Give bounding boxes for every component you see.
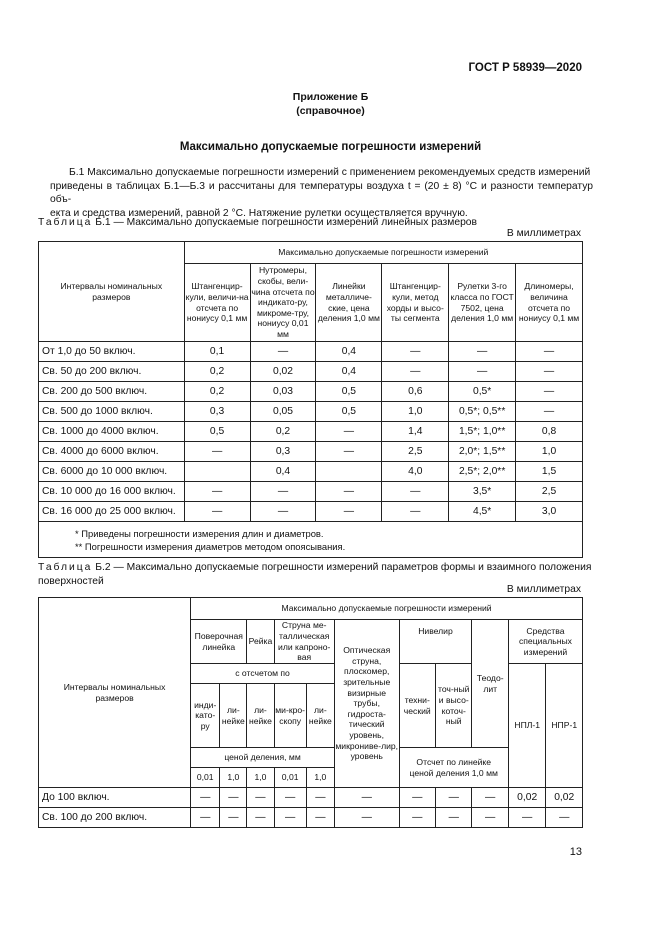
table1-value-cell: 1,0 xyxy=(382,402,449,422)
table2-struna-header: Струна ме-таллическая или капроно-вая xyxy=(274,620,334,664)
table1-value-cell: 0,4 xyxy=(250,462,316,482)
table1-col-header: Линейки металличе-ские, цена деления 1,0 мм xyxy=(316,264,382,342)
table1-row xyxy=(39,462,583,482)
table1-value-cell: 0,4 xyxy=(316,362,382,382)
table2-otschet-lin-header: Отсчет по линейке ценой деления 1,0 мм xyxy=(399,748,508,788)
table2-group-header: Максимально допускаемые погрешности измерений xyxy=(191,598,583,620)
table2-caption-label: Таблица xyxy=(38,562,93,573)
table1-value-cell: 0,2 xyxy=(250,422,316,442)
table1-value-cell: 0,6 xyxy=(382,382,449,402)
table1-value-cell: 0,5*; 0,5** xyxy=(449,402,516,422)
table2-value-cell: — xyxy=(306,788,334,808)
table1-interval-cell: Св. 4000 до 6000 включ. xyxy=(39,442,185,462)
table1-value-cell: — xyxy=(250,342,316,362)
table1-caption-label: Таблица xyxy=(38,217,93,228)
table1-col-header: Длиномеры, величина отсчета по нониусу 0,1 мм xyxy=(516,264,583,342)
table1-value-cell: — xyxy=(382,342,449,362)
table2-nivelir-header: Нивелир xyxy=(399,620,472,664)
table2-value-cell: — xyxy=(274,808,306,828)
table1-value-cell: 0,8 xyxy=(516,422,583,442)
table1-value-cell: 1,5 xyxy=(516,462,583,482)
table2-value-cell: — xyxy=(334,808,399,828)
table2-npl-header: НПЛ-1 xyxy=(508,664,546,788)
table2-value-cell: — xyxy=(274,788,306,808)
table2-division-cell: 1,0 xyxy=(247,768,274,788)
table2-optich-header: Оптическая струна, плоскомер, зрительные визирные трубы, гидроста-тический уровень, микрониве-лир, уровень xyxy=(334,620,399,788)
table2-division-cell: 0,01 xyxy=(274,768,306,788)
table1-value-cell: 0,4 xyxy=(316,342,382,362)
table2 xyxy=(38,597,583,828)
table1-interval-cell: Св. 10 000 до 16 000 включ. xyxy=(39,482,185,502)
table1-row-header: Интервалы номинальных размеров xyxy=(39,242,185,342)
table1-value-cell xyxy=(316,462,382,482)
table1-notes xyxy=(39,522,583,558)
table1-interval-cell: Св. 200 до 500 включ. xyxy=(39,382,185,402)
table1-note-1: * Приведены погрешности измерения длин и диаметров. xyxy=(75,527,324,539)
table2-value-cell: — xyxy=(334,788,399,808)
appendix-heading xyxy=(0,90,661,118)
table1-value-cell: — xyxy=(382,362,449,382)
table2-value-cell: — xyxy=(306,808,334,828)
paragraph-line-1: Б.1 Максимально допускаемые погрешности измерений с применением рекомендуемых средств измерений xyxy=(69,167,591,178)
table1-value-cell: 3,5* xyxy=(449,482,516,502)
table1-value-cell: 2,5 xyxy=(516,482,583,502)
table1-value-cell: — xyxy=(316,502,382,522)
table1-value-cell: 0,02 xyxy=(250,362,316,382)
table2-value-cell: — xyxy=(220,808,247,828)
table1-value-cell: 0,3 xyxy=(250,442,316,462)
table1-row xyxy=(39,362,583,382)
table2-value-cell: — xyxy=(399,808,435,828)
table2-value-cell: — xyxy=(508,808,546,828)
table1-value-cell: 3,0 xyxy=(516,502,583,522)
table1-col-header: Штангенцир-кули, величи-на отсчета по нониусу 0,1 мм xyxy=(184,264,250,342)
table1-value-cell: 0,5* xyxy=(449,382,516,402)
table2-tehnich-header: техни-ческий xyxy=(399,664,435,748)
table1-row xyxy=(39,342,583,362)
table1-value-cell: 2,5 xyxy=(382,442,449,462)
table2-row xyxy=(39,808,583,828)
table1-value-cell: — xyxy=(382,482,449,502)
table2-value-cell: — xyxy=(247,808,274,828)
table2-tochny-header: точ-ный и высо-коточ-ный xyxy=(436,664,472,748)
table2-value-cell: — xyxy=(191,808,220,828)
table1-value-cell: — xyxy=(184,482,250,502)
table1-value-cell: 0,5 xyxy=(316,402,382,422)
table1-value-cell: 0,2 xyxy=(184,362,250,382)
section-title: Максимально допускаемые погрешности измерений xyxy=(179,141,482,153)
appendix-label: Приложение Б xyxy=(292,91,369,103)
table1-row xyxy=(39,402,583,422)
table1-value-cell: 0,1 xyxy=(184,342,250,362)
table1-value-cell: — xyxy=(184,442,250,462)
table2-value-cell: — xyxy=(247,788,274,808)
table1-interval-cell: Св. 1000 до 4000 включ. xyxy=(39,422,185,442)
table1-value-cell: 0,05 xyxy=(250,402,316,422)
table2-value-cell: — xyxy=(191,788,220,808)
table2-teodolit-header: Теодо-лит xyxy=(472,620,508,748)
table2-sredstva-header: Средства специальных измерений xyxy=(508,620,582,664)
table2-lineyke-header: ли-нейке xyxy=(306,684,334,748)
table1-value-cell: — xyxy=(184,502,250,522)
table2-row xyxy=(39,788,583,808)
table2-row-header: Интервалы номинальных размеров xyxy=(39,598,191,788)
table1-value-cell: — xyxy=(516,382,583,402)
table2-reyka-header: Рейка xyxy=(247,620,274,664)
table1-units: В миллиметрах xyxy=(506,228,581,239)
table1-value-cell: — xyxy=(449,362,516,382)
table1-value-cell: — xyxy=(250,502,316,522)
table2-value-cell: — xyxy=(472,788,508,808)
table2-value-cell: 0,02 xyxy=(546,788,583,808)
table2-poverochnaya-header: Поверочная линейка xyxy=(191,620,247,664)
table1-value-cell: — xyxy=(382,502,449,522)
standard-number: ГОСТ Р 58939—2020 xyxy=(468,62,582,74)
table1-interval-cell: Св. 6000 до 10 000 включ. xyxy=(39,462,185,482)
table2-division-cell: 0,01 xyxy=(191,768,220,788)
table1-value-cell: 0,5 xyxy=(316,382,382,402)
table1 xyxy=(38,241,583,558)
table2-mikroskopu-header: ми-кро-скопу xyxy=(274,684,306,748)
table1-value-cell: 0,3 xyxy=(184,402,250,422)
table1-value-cell: 1,0 xyxy=(516,442,583,462)
table1-value-cell: 0,5 xyxy=(184,422,250,442)
table2-interval-cell: До 100 включ. xyxy=(39,788,191,808)
table2-division-cell: 1,0 xyxy=(220,768,247,788)
table1-interval-cell: Св. 500 до 1000 включ. xyxy=(39,402,185,422)
table1-value-cell: 4,0 xyxy=(382,462,449,482)
intro-paragraph xyxy=(50,166,593,220)
table2-otschet-header: с отсчетом по xyxy=(191,664,335,684)
table1-note-2: ** Погрешности измерения диаметров методом опоясывания. xyxy=(75,540,346,552)
table1-col-header: Штангенцир-кули, метод хорды и высо-ты сегмента xyxy=(382,264,449,342)
table2-indikatoru-header: инди-като-ру xyxy=(191,684,220,748)
table1-interval-cell: Св. 50 до 200 включ. xyxy=(39,362,185,382)
table1-group-header: Максимально допускаемые погрешности измерений xyxy=(184,242,582,264)
table2-value-cell: — xyxy=(472,808,508,828)
table2-division-cell: 1,0 xyxy=(306,768,334,788)
table1-value-cell: — xyxy=(516,362,583,382)
table1-col-header: Рулетки 3-го класса по ГОСТ 7502, цена деления 1,0 мм xyxy=(449,264,516,342)
table1-value-cell: — xyxy=(449,342,516,362)
table2-value-cell: — xyxy=(436,788,472,808)
table1-value-cell: — xyxy=(516,402,583,422)
table2-value-cell: — xyxy=(436,808,472,828)
table1-row xyxy=(39,502,583,522)
table2-interval-cell: Св. 100 до 200 включ. xyxy=(39,808,191,828)
table1-value-cell: — xyxy=(516,342,583,362)
table1-value-cell: — xyxy=(316,482,382,502)
table1-value-cell: 4,5* xyxy=(449,502,516,522)
page-number: 13 xyxy=(569,846,582,858)
table1-col-header: Нутромеры, скобы, вели-чина отсчета по индикато-ру, микроме-тру, нониусу 0,01 мм xyxy=(250,264,316,342)
table1-interval-cell: Св. 16 000 до 25 000 включ. xyxy=(39,502,185,522)
table1-value-cell: 2,0*; 1,5** xyxy=(449,442,516,462)
paragraph-line-3: екта и средства измерений, равной 2 °С. Натяжение рулетки осуществляется вручную. xyxy=(50,207,468,219)
table2-npr-header: НПР-1 xyxy=(546,664,583,788)
table1-value-cell: — xyxy=(316,422,382,442)
table1-row xyxy=(39,382,583,402)
table1-value-cell: — xyxy=(250,482,316,502)
table1-value-cell: 1,5*; 1,0** xyxy=(449,422,516,442)
table1-value-cell: 1,4 xyxy=(382,422,449,442)
appendix-type: (справочное) xyxy=(296,105,365,117)
table2-caption-text: Б.2 — Максимально допускаемые погрешности измерений параметров формы и взаимного положения xyxy=(95,562,592,573)
table2-lineyke-header: ли-нейке xyxy=(220,684,247,748)
paragraph-line-2: приведены в таблицах Б.1—Б.3 и рассчитаны для температуры воздуха t = (20 ± 8) °С и разности температур объ- xyxy=(50,180,593,205)
table1-row xyxy=(39,422,583,442)
table2-value-cell: 0,02 xyxy=(508,788,546,808)
table2-units: В миллиметрах xyxy=(506,584,581,595)
table1-row xyxy=(39,482,583,502)
table2-lineyke-header: ли-нейке xyxy=(247,684,274,748)
table2-cena-header: ценой деления, мм xyxy=(191,748,335,768)
table1-row xyxy=(39,442,583,462)
table2-value-cell: — xyxy=(399,788,435,808)
table1-interval-cell: От 1,0 до 50 включ. xyxy=(39,342,185,362)
table1-value-cell xyxy=(184,462,250,482)
table2-value-cell: — xyxy=(220,788,247,808)
table1-value-cell: 0,03 xyxy=(250,382,316,402)
table1-value-cell: — xyxy=(316,442,382,462)
table1-caption-text: Б.1 — Максимально допускаемые погрешности измерений линейных размеров xyxy=(95,217,478,228)
table2-caption-line2: поверхностей xyxy=(38,575,104,587)
table1-value-cell: 0,2 xyxy=(184,382,250,402)
table1-value-cell: 2,5*; 2,0** xyxy=(449,462,516,482)
table2-value-cell: — xyxy=(546,808,583,828)
